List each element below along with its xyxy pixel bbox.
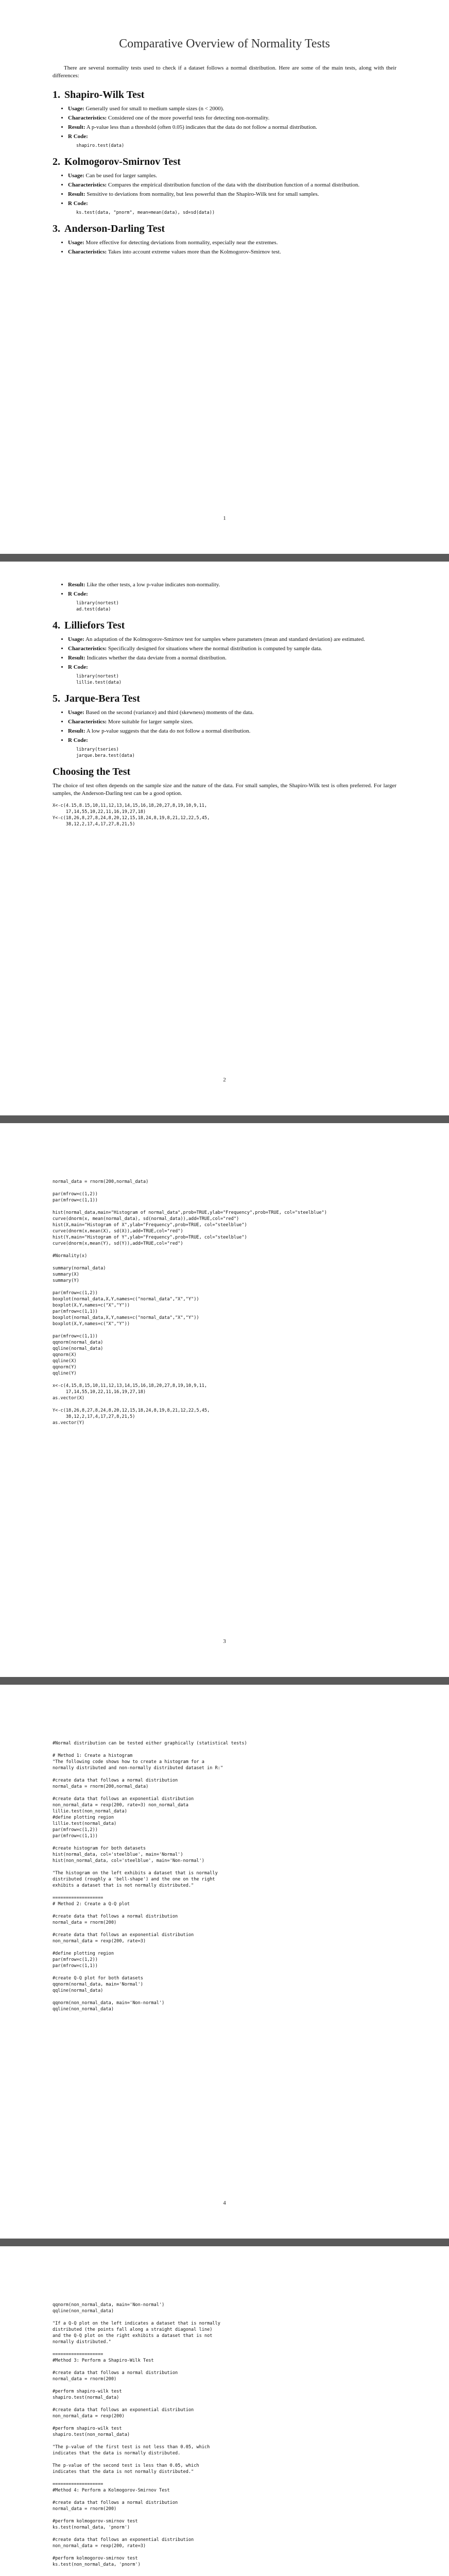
result-text: A low p-value suggests that the data do not follow a normal distribution. bbox=[86, 728, 251, 734]
characteristics-label: Characteristics: bbox=[68, 249, 107, 255]
characteristics-text: Takes into account extreme values more than the Kolmogorov-Smirnov test. bbox=[108, 249, 281, 255]
usage-text: More effective for detecting deviations from normality, especially near the extremes. bbox=[85, 240, 278, 246]
code-block: shapiro.test(data) bbox=[76, 143, 125, 148]
usage-label: Usage: bbox=[68, 709, 84, 716]
result-label: Result: bbox=[68, 191, 85, 197]
result-item bbox=[68, 191, 396, 198]
usage-label: Usage: bbox=[68, 240, 84, 246]
characteristics-item bbox=[68, 248, 396, 256]
result-item bbox=[68, 654, 396, 662]
characteristics-label: Characteristics: bbox=[68, 719, 107, 725]
document-title: Comparative Overview of Normality Tests bbox=[119, 37, 330, 50]
characteristics-text: More suitable for larger sample sizes. bbox=[108, 719, 194, 725]
section-list-3b bbox=[53, 581, 396, 598]
usage-text: Can be used for larger samples. bbox=[85, 173, 158, 179]
characteristics-label: Characteristics: bbox=[68, 182, 107, 188]
usage-text: Based on the second (variance) and third (skewness) moments of the data. bbox=[85, 709, 254, 716]
section-heading-3 bbox=[53, 223, 396, 235]
section-heading-5 bbox=[53, 693, 396, 705]
section-title: Shapiro-Wilk Test bbox=[64, 89, 145, 100]
page-1 bbox=[0, 0, 449, 554]
rcode-item bbox=[68, 664, 396, 671]
section-list-3a bbox=[53, 239, 396, 256]
page-number: 1 bbox=[223, 515, 226, 521]
rcode-label: R Code: bbox=[68, 591, 88, 597]
result-text: A p-value less than a threshold (often 0.05) indicates that the data do not follow a normal distribution. bbox=[86, 124, 317, 130]
rcode-item bbox=[68, 590, 396, 598]
characteristics-text: Specifically designed for situations where the normal distribution is computed by sample data. bbox=[108, 646, 322, 652]
characteristics-item bbox=[68, 718, 396, 726]
section-number: 2. bbox=[53, 156, 60, 167]
code-block: library(tseries) jarque.bera.test(data) bbox=[76, 747, 135, 758]
intro-paragraph: There are several normality tests used to check if a dataset follows a normal distribution. Here are some of the main tests, along with their differences: bbox=[53, 65, 396, 79]
result-label: Result: bbox=[68, 728, 85, 734]
section-list-1 bbox=[53, 105, 396, 141]
characteristics-item bbox=[68, 114, 396, 122]
rcode-label: R Code: bbox=[68, 200, 88, 207]
result-item bbox=[68, 727, 396, 735]
rcode-item bbox=[68, 200, 396, 208]
rcode-label: R Code: bbox=[68, 133, 88, 140]
section-list-2 bbox=[53, 172, 396, 208]
usage-item bbox=[68, 105, 396, 113]
result-label: Result: bbox=[68, 655, 85, 661]
result-label: Result: bbox=[68, 124, 85, 130]
page-3 bbox=[0, 1123, 449, 1677]
section-number: 1. bbox=[53, 89, 60, 100]
usage-label: Usage: bbox=[68, 636, 84, 642]
page-number: 2 bbox=[223, 1077, 226, 1083]
code-block: library(nortest) lillie.test(data) bbox=[76, 674, 122, 685]
section-list-4 bbox=[53, 636, 396, 671]
usage-item bbox=[68, 172, 396, 180]
characteristics-item bbox=[68, 181, 396, 189]
code-block: library(nortest) ad.test(data) bbox=[76, 601, 119, 612]
result-text: Sensitive to deviations from normality, but less powerful than the Shapiro-Wilk test for small samples. bbox=[87, 191, 319, 197]
choosing-paragraph: The choice of test often depends on the sample size and the nature of the data. For small samples, the Shapiro-Wilk test is often preferred. For larger samples, the Anderson-Darling test can be a good option. bbox=[53, 783, 396, 796]
r-script-block: qqnorm(non_normal_data, main='Non-normal') qqline(non_normal_data) "If a Q-Q plot on the left indicates a dataset that is normally distributed (the points fall along a straight diagonal line) and the Q-Q plot on the right exhibits a dataset that is not normally distributed." =================== #Method 3: Perform a Shapiro-Wilk Test #create data that follows a normal distribution normal_data = rnorm(200) #perform shapiro-wilk test shapiro.test(normal_data) #create data that follows an exponential distribution non_normal_data = rexp(200) #perform shapiro-wilk test shapiro.test(non_normal_data) "The p-value of the first test is not less than 0.05, which indicates that the data is normally distributed. The p-value of the second test is less than 0.05, which indicates that the data is not normally distributed." =================== #Method 4: Perform a Kolmogorov-Smirnov Test #create data that follows a normal distribution normal_data = rnorm(200) #perform kolmogorov-smirnov test ks.test(normal_data, 'pnorm') #create data that follows an exponential distribution non_normal_data = rexp(200, rate=3) #perform kolmogorov-smirnov test ks.test(non_normal_data, 'pnorm') bbox=[53, 2302, 220, 2567]
rcode-label: R Code: bbox=[68, 737, 88, 743]
section-heading-1 bbox=[53, 89, 396, 101]
result-text: Indicates whether the data deviate from a normal distribution. bbox=[87, 655, 227, 661]
usage-text: Generally used for small to medium sample sizes (n < 2000). bbox=[85, 106, 224, 112]
characteristics-item bbox=[68, 645, 396, 653]
page-2 bbox=[0, 562, 449, 1115]
page-number: 4 bbox=[223, 2200, 226, 2206]
section-heading-4 bbox=[53, 620, 396, 632]
characteristics-label: Characteristics: bbox=[68, 115, 107, 121]
result-item bbox=[68, 581, 396, 589]
page-4 bbox=[0, 1685, 449, 2239]
page-number: 3 bbox=[223, 1638, 226, 1645]
rcode-label: R Code: bbox=[68, 664, 88, 670]
characteristics-label: Characteristics: bbox=[68, 646, 107, 652]
code-block: ks.test(data, "pnorm", mean=mean(data), sd=sd(data)) bbox=[76, 210, 215, 215]
usage-item bbox=[68, 239, 396, 247]
usage-item bbox=[68, 709, 396, 717]
result-text: Like the other tests, a low p-value indicates non-normality. bbox=[87, 582, 220, 588]
choosing-heading: Choosing the Test bbox=[53, 766, 131, 777]
rcode-item bbox=[68, 737, 396, 744]
r-script-block: #Normal distribution can be tested either graphically (statistical tests) # Method 1: Create a histogram "The following code shows how to create a histogram for a normally distributed and non-normally distributed dataset in R:" #create data that follows a normal distribution normal_data = rnorm(200,normal_data) #create data that follows an exponential distribution non_normal_data = rexp(200, rate=3) non_normal_data lillie.test(non_normal_data) #define plotting region lillie.test(normal_data) par(mfrow=c(1,2)) par(mfrow=c(1,1)) #create histogram for both datasets hist(normal_data, col='steelblue', main='Normal') hist(non_normal_data, col='steelblue', main='Non-normal') "The histogram on the left exhibits a dataset that is normally distributed (roughly a 'bell-shape') and the one on the right exhibits a dataset that is not normally distributed." =================== # Method 2: Create a Q-Q plot #create data that follows a normal distribution normal_data = rnorm(200) #create data that follows an exponential distribution non_normal_data = rexp(200, rate=3) #define plotting region par(mfrow=c(1,2)) par(mfrow=c(1,1)) #create Q-Q plot for both datasets qqnorm(normal_data, main='Normal') qqline(normal_data) qqnorm(non_normal_data, main='Non-normal') qqline(non_normal_data) bbox=[53, 1741, 247, 2012]
section-number: 4. bbox=[53, 620, 60, 631]
section-number: 3. bbox=[53, 223, 60, 234]
result-item bbox=[68, 124, 396, 131]
section-number: 5. bbox=[53, 693, 60, 704]
section-title: Lilliefors Test bbox=[64, 620, 125, 631]
characteristics-text: Compares the empirical distribution function of the data with the distribution function of a normal distribution. bbox=[108, 182, 360, 188]
r-script-block: normal_data = rnorm(200,normal_data) par(mfrow=c(1,2)) par(mfrow=c(1,1)) hist(normal_data,main="Histogram of normal_data",prob=TRUE,ylab="Frequency",prob=TRUE, col="steelblue") curve(dnorm(x, mean(normal_data), sd(normal_data)),add=TRUE,col="red") hist(X,main="Histogram of X",ylab="Frequency",prob=TRUE, col="steelblue") curve(dnorm(x,mean(X), sd(X)),add=TRUE,col="red") hist(Y,main="Histogram of Y",ylab="Frequency",prob=TRUE, col="steelblue") curve(dnorm(x,mean(Y), sd(Y)),add=TRUE,col="red") #Normality(x) summary(normal_data) summary(X) summary(Y) par(mfrow=c(1,2)) boxplot(normal_data,X,Y,names=c("normal_data","X","Y")) boxplot(X,Y,names=c("X","Y")) par(mfrow=c(1,1)) boxplot(normal_data,X,Y,names=c("normal_data","X","Y")) boxplot(X,Y,names=c("X","Y")) par(mfrow=c(1,1)) qqnorm(normal_data) qqline(normal_data) qqnorm(X) qqline(X) qqnorm(Y) qqline(Y) x<-c(4,15,8,15,10,11,12,13,14,15,16,18,20,27,8,19,10,9,11, 17,14,55,10,22,11,16,19,27,18) as.vector(X) Y<-c(18,26,8,27,8,24,8,20,12,15,18,24,8,19,8,21,12,22,5,45, 38,12,2,17,4,17,27,8,21,5) as.vector(Y) bbox=[53, 1179, 327, 1426]
section-list-5 bbox=[53, 709, 396, 744]
page-5 bbox=[0, 2246, 449, 2576]
usage-item bbox=[68, 636, 396, 643]
result-label: Result: bbox=[68, 582, 85, 588]
rcode-item bbox=[68, 133, 396, 141]
usage-label: Usage: bbox=[68, 106, 84, 112]
usage-label: Usage: bbox=[68, 173, 84, 179]
characteristics-text: Considered one of the more powerful tests for detecting non-normality. bbox=[108, 115, 270, 121]
section-title: Anderson-Darling Test bbox=[64, 223, 165, 234]
usage-text: An adaptation of the Kolmogorov-Smirnov test for samples where parameters (mean and standard deviation) are estimated. bbox=[85, 636, 366, 642]
section-heading-2 bbox=[53, 156, 396, 168]
section-title: Jarque-Bera Test bbox=[64, 693, 140, 704]
choosing-code: X<-c(4.15,8.15,10,11,12,13,14,15,16,18,20,27,8,19,10,9,11, 17,14,55,10,22,11,16,19,27,18) Y<-c(18,26,8,27,8,24,8,20,12,15,18,24,8,19,8,21,12,22,5,45, 38,12,2,17,4,17,27,8,21,5) bbox=[53, 803, 210, 827]
section-title: Kolmogorov-Smirnov Test bbox=[64, 156, 181, 167]
